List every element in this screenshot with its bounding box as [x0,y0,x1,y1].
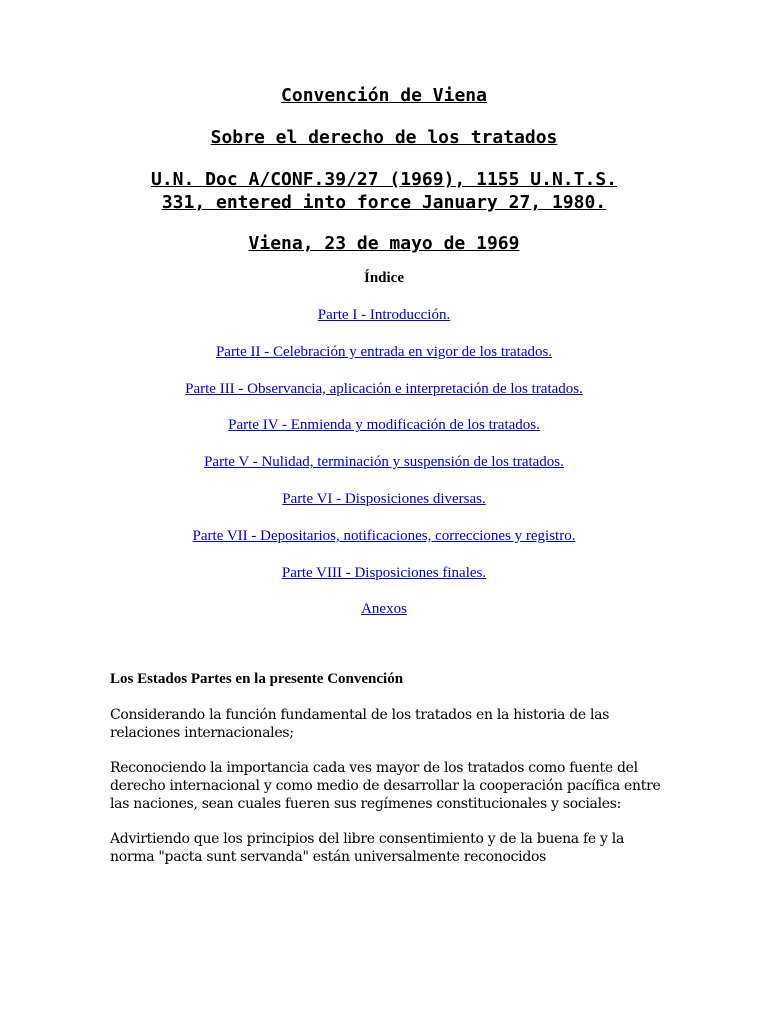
paragraph-line: las naciones, sean cuales fueren sus regímenes constitucionales y sociales: [110,796,622,812]
toc-item [0,342,768,379]
toc-item [0,489,768,526]
paragraph-line: relaciones internacionales; [110,725,294,741]
document-headings [0,84,768,255]
toc-item [0,415,768,452]
toc-link-parte-iii[interactable]: Parte III - Observancia, aplicación e interpretación de los tratados. [185,380,583,397]
preamble-paragraph-1 [110,706,655,742]
toc-item [0,526,768,563]
document-date: Viena, 23 de mayo de 1969 [248,233,520,254]
paragraph-line: Reconociendo la importancia cada ves mayor de los tratados como fuente del [110,760,638,776]
toc-link-parte-vii[interactable]: Parte VII - Depositarios, notificaciones, correcciones y registro. [192,527,576,544]
toc-link-parte-iv[interactable]: Parte IV - Enmienda y modificación de los tratados. [228,417,540,434]
toc-link-parte-v[interactable]: Parte V - Nulidad, terminación y suspensión de los tratados. [204,454,564,471]
toc-link-parte-vi[interactable]: Parte VI - Disposiciones diversas. [282,490,486,507]
document-subtitle: Sobre el derecho de los tratados [210,127,558,148]
toc-item [0,563,768,600]
toc-link-parte-i[interactable]: Parte I - Introducción. [317,307,451,323]
paragraph-line: derecho internacional y como medio de desarrollar la cooperación pacífica entre [110,778,661,794]
index-title: Índice [363,270,404,286]
paragraph-line: Advirtiendo que los principios del libre consentimiento y de la buena fe y la [110,831,624,847]
toc-item [0,379,768,416]
paragraph-line: Considerando la función fundamental de los tratados en la historia de las [110,707,610,723]
preamble-paragraph-3 [110,830,655,866]
toc-link-parte-ii[interactable]: Parte II - Celebración y entrada en vigor de los tratados. [215,343,553,360]
document-reference-line-2: 331, entered into force January 27, 1980. [161,192,607,213]
preamble-lead: Los Estados Partes en la presente Convención [110,671,404,687]
document-reference-line-1: U.N. Doc A/CONF.39/27 (1969), 1155 U.N.T.S. [151,169,617,190]
toc-item [0,599,768,636]
preamble-section [110,670,661,883]
toc-item [0,452,768,489]
toc-link-parte-viii[interactable]: Parte VIII - Disposiciones finales. [281,564,487,581]
preamble-paragraph-2 [110,759,661,813]
toc-link-anexos[interactable]: Anexos [361,601,407,618]
table-of-contents [0,305,768,636]
document-title: Convención de Viena [281,85,487,106]
paragraph-line: norma "pacta sunt servanda" están universalmente reconocidos [110,849,546,865]
toc-item [0,305,768,342]
